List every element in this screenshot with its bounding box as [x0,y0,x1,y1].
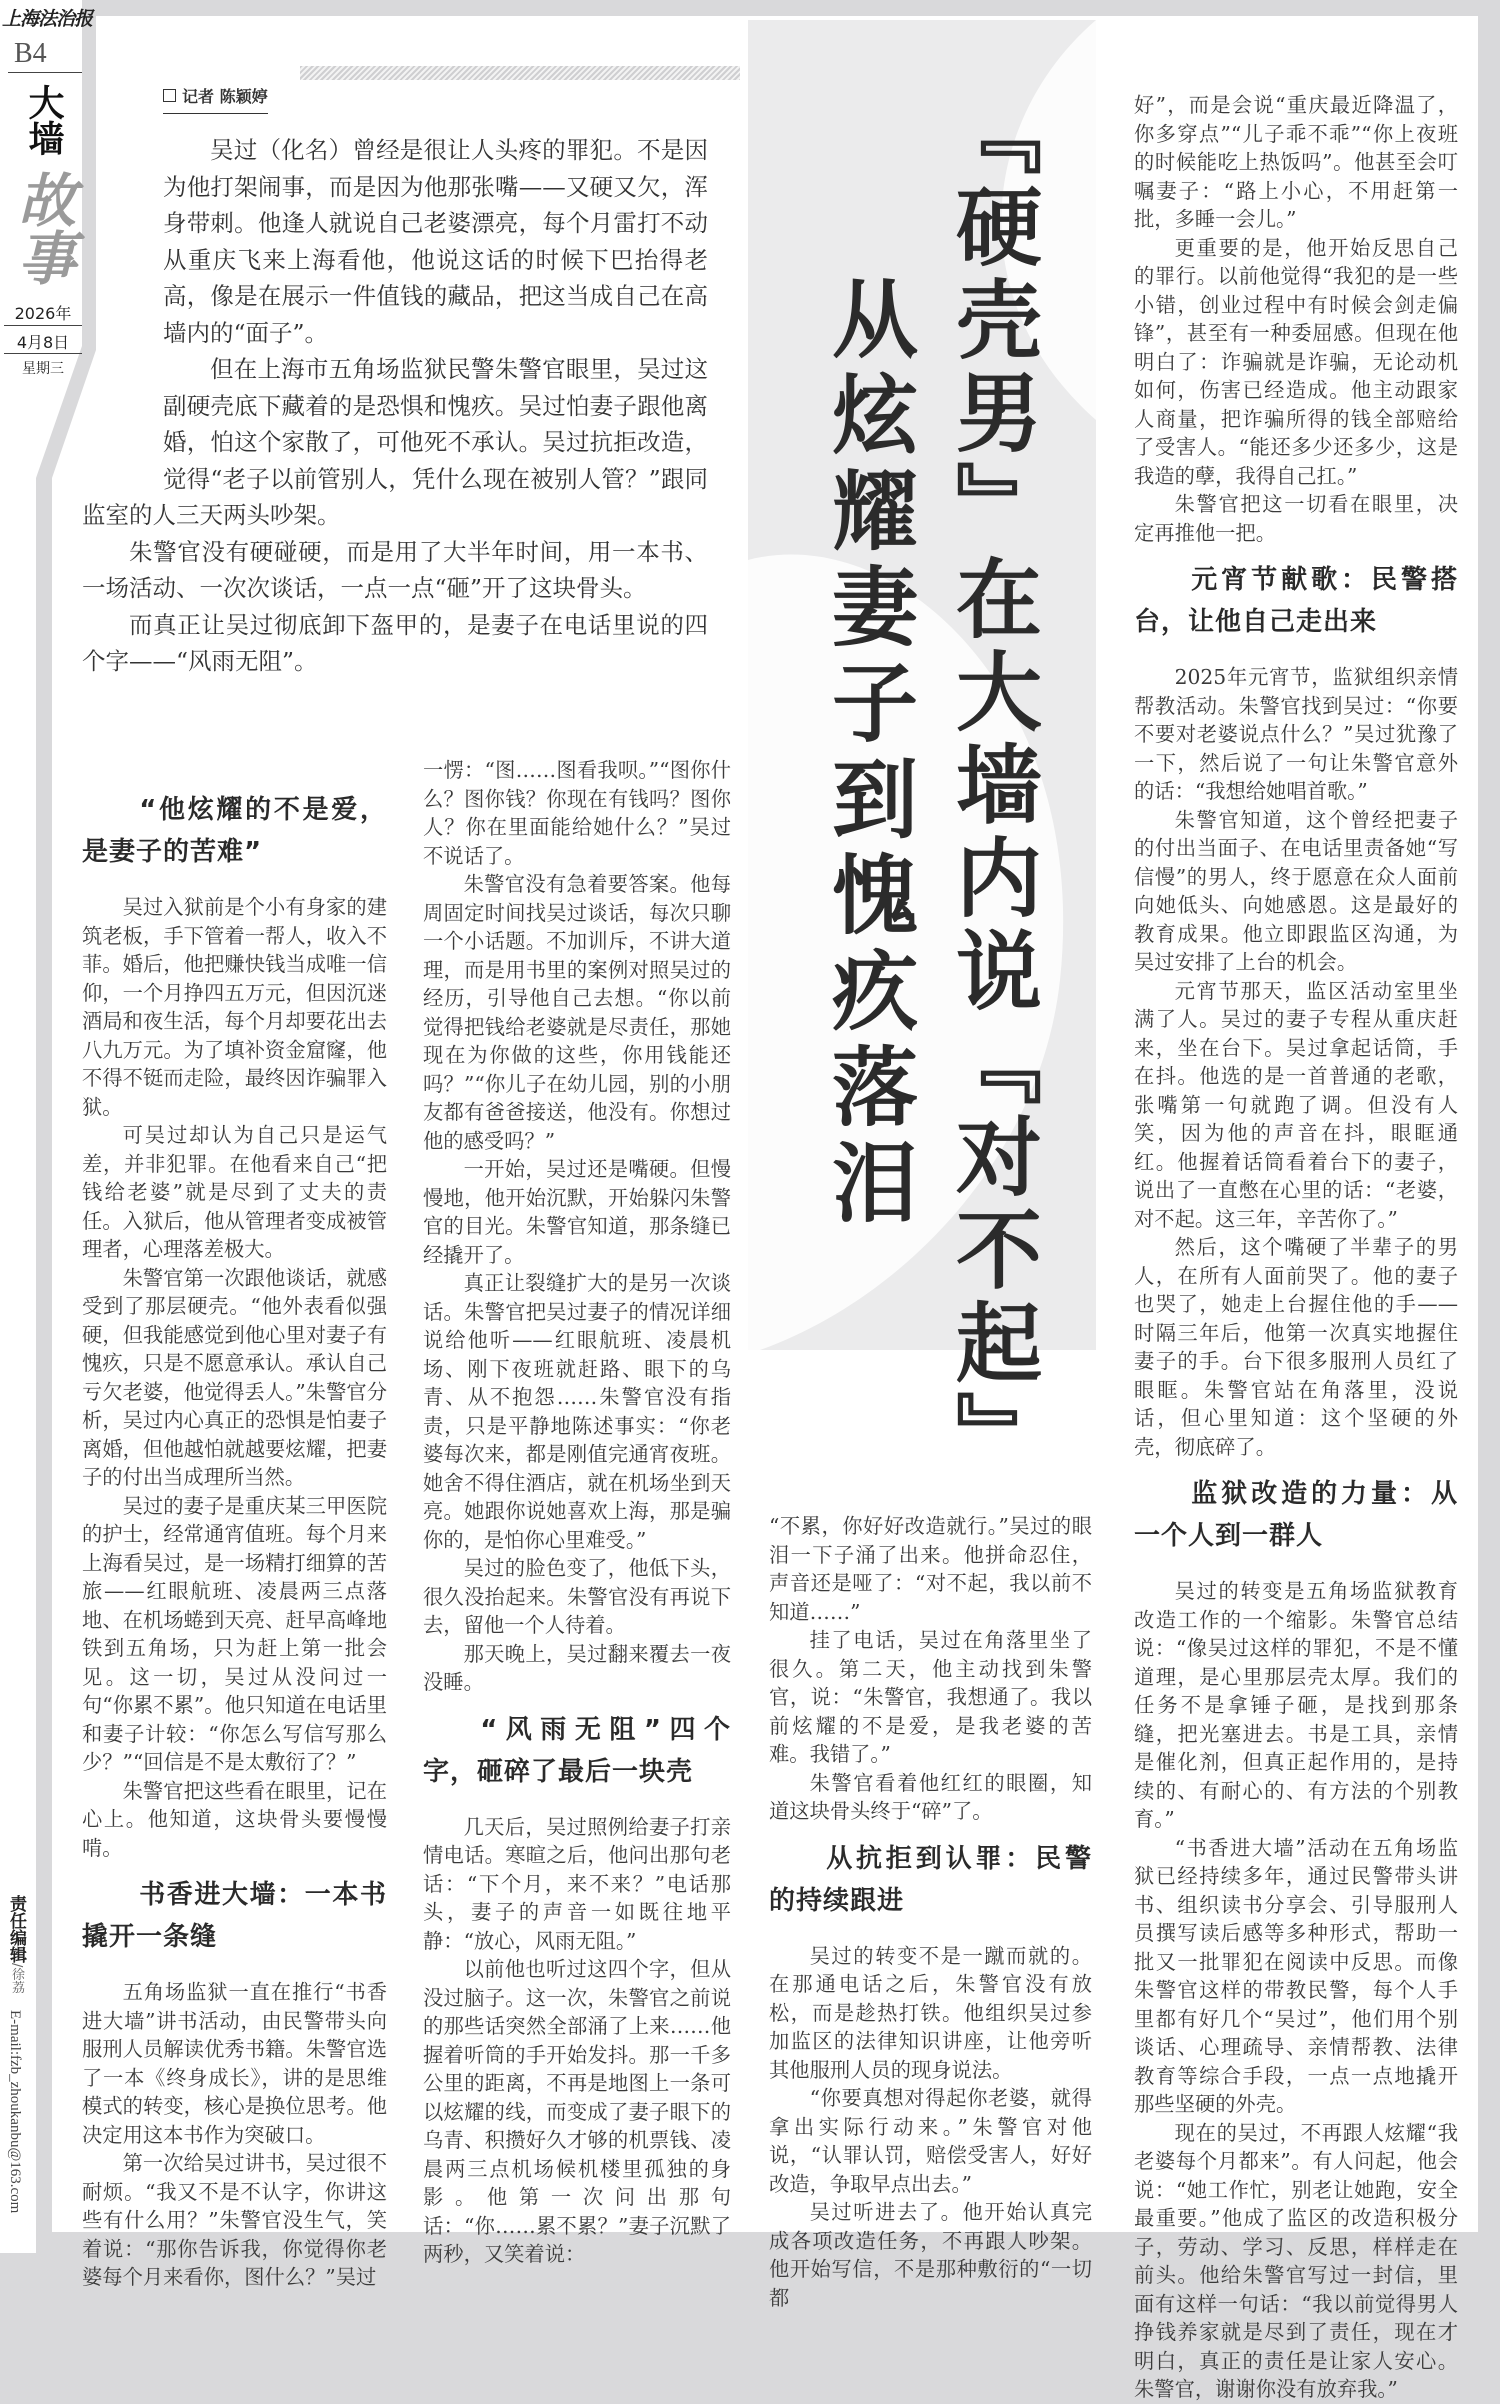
intro-paragraph: 但在上海市五角场监狱民警朱警官眼里，吴过这副硬壳底下藏着的是恐惧和愧疚。吴过怕妻子跟他离婚，怕这个家散了，可他死不承认。吴过抗拒改造，觉得“老子以前管别人，凭什么现在被别人管？”跟同监室的人三天两头吵架。 [82,355,708,529]
body-paragraph: 吴过的转变是五角场监狱教育改造工作的一个缩影。朱警官总结说：“像吴过这样的罪犯，不是不懂道理，是心里那层壳太厚。我们的任务不是拿锤子砸，是找到那条缝，把光塞进去。书是工具，亲情是催化剂，但真正起作用的，是持续的、有耐心的、有方法的个别教育。” [1134,1579,1458,1831]
body-paragraph: 吴过入狱前是个小有身家的建筑老板，手下管着一帮人，收入不菲。婚后，他把赚快钱当成唯一信仰，一个月挣四五万元，但因沉迷酒局和夜生活，每个月却要花出去八九万元。为了填补资金窟窿，他不得不铤而走险，最终因诈骗罪入狱。 [82,895,387,1119]
body-paragraph: 几天后，吴过照例给妻子打亲情电话。寒暄之后，他问出那句老话：“下个月，来不来？”电话那头，妻子的声音一如既往地平静：“放心，风雨无阻。” [423,1814,731,1953]
editor-label: 责任编辑 [6,1895,26,1963]
body-paragraph: 朱警官知道，这个曾经把妻子的付出当面子、在电话里责备她“写信慢”的男人，终于愿意在众人面前向她低头、向她感恩。这是最好的教育成果。他立即跟监区沟通，为吴过安排了上台的机会。 [1134,807,1458,974]
section-heading: 监狱改造的力量：从一个人到一群人 [1134,1479,1458,1551]
body-paragraph: 那天晚上，吴过翻来覆去一夜没睡。 [423,1641,731,1694]
issue-date: 4月8日 [16,333,70,352]
issue-year: 2026年 [14,304,72,323]
body-paragraph: 朱警官没有急着要答案。他每周固定时间找吴过谈话，每次只聊一个小话题。不加训斥，不讲大道理，而是用书里的案例对照吴过的经历，引导他自己去想。“你以前觉得把钱给老婆就是尽责任，那她现在为你做的这些，你用钱能还吗？”“你儿子在幼儿园，别的小朋友都有爸爸接送，他没有。你想过他的感受吗？” [423,872,731,1153]
body-paragraph: 然后，这个嘴硬了半辈子的男人，在所有人面前哭了。他的妻子也哭了，她走上台握住他的手——时隔三年后，他第一次真实地握住妻子的手。台下很多服刑人员红了眼眶。朱警官站在角落里，没说话，但心里知道：这个坚硬的外壳，彻底碎了。 [1134,1235,1458,1459]
article-intro [82,132,708,680]
section-subtitle: 故事 [8,170,76,286]
body-paragraph: “你要真想对得起你老婆，就得拿出实际行动来。”朱警官对他说，“认罪认罚，赔偿受害人，好好改造，争取早点出去。” [769,2086,1092,2196]
newspaper-logo: 上海法治报 [2,8,93,30]
body-paragraph: 一愣：“图……图看我呗。”“图你什么？图你钱？你现在有钱吗？图你人？你在里面能给她什么？”吴过不说话了。 [423,758,731,868]
body-paragraph: 更重要的是，他开始反思自己的罪行。以前他觉得“我犯的是一些小错，创业过程中有时候会剑走偏锋”，甚至有一种委屈感。但现在他明白了：诈骗就是诈骗，无论动机如何，伤害已经造成。他主动跟家人商量，把诈骗所得的钱全部赔给了受害人。“能还多少还多少，这是我造的孽，我得自己扛。” [1134,235,1458,488]
date-divider [4,325,82,326]
article-column-4 [1134,91,1458,2404]
intro-wrap-spacer [82,132,163,462]
section-heading: 书香进大墙：一本书撬开一条缝 [82,1880,387,1952]
editor-name: /徐荔 [9,1963,24,1994]
body-paragraph: 朱警官把这些看在眼里，记在心上。他知道，这块骨头要慢慢啃。 [82,1778,387,1860]
editor-credit [4,1895,29,1993]
section-heading: “风雨无阻”四个字，砸碎了最后一块壳 [423,1714,731,1787]
section-heading: “他炫耀的不是爱，是妻子的苦难” [82,795,387,867]
body-paragraph: 好”，而是会说“重庆最近降温了，你多穿点”“儿子乖不乖”“你上夜班的时候能吃上热饭吗”。他甚至会叮嘱妻子：“路上小心，不用赶第一批，多睡一会儿。” [1134,93,1458,231]
body-paragraph: 吴过的妻子是重庆某三甲医院的护士，经常通宵值班。每个月来上海看吴过，是一场精打细算的苦旅——红眼航班、凌晨两三点落地、在机场蜷到天亮、赶早高峰地铁到五角场，只为赶上第一批会见。这一切，吴过从没问过一句“你累不累”。他只知道在电话里和妻子计较：“你怎么写信写那么少？”“回信是不是太敷衍了？” [82,1493,387,1774]
intro-paragraph: 吴过（化名）曾经是很让人头疼的罪犯。不是因为他打架闹事，而是因为他那张嘴——又硬又欠，浑身带刺。他逢人就说自己老婆漂亮，每个月雷打不动从重庆飞来上海看他，他说这话的时候下巴抬得老高，像是在展示一件值钱的藏品，把这当成自己在高墙内的“面子”。 [163,136,708,347]
body-paragraph: 元宵节那天，监区活动室里坐满了人。吴过的妻子专程从重庆赶来，坐在台下。吴过拿起话筒，手在抖。他选的是一首普通的老歌，张嘴第一句就跑了调。但没有人笑，因为他的声音在抖，眼眶通红。他握着话筒看着台下的妻子，说出了一直憋在心里的话：“老婆，对不起。这三年，辛苦你了。” [1134,978,1458,1231]
byline-box-icon [163,89,176,102]
section-heading: 从抗拒到认罪：民警的持续跟进 [769,1843,1092,1916]
body-paragraph: 朱警官把这一切看在眼里，决定再推他一把。 [1134,492,1458,545]
body-paragraph: 第一次给吴过讲书，吴过很不耐烦。“我又不是不认字，你讲这些有什么用？”朱警官没生气，笑着说：“那你告诉我，你觉得你老婆每个月来看你，图什么？”吴过 [82,2151,387,2289]
body-paragraph: “书香进大墙”活动在五角场监狱已经持续多年，通过民警带头讲书、组织读书分享会、引导服刑人员撰写读后感等多种形式，帮助一批又一批罪犯在阅读中反思。而像朱警官这样的带教民警，每个人手里都有好几个“吴过”，他们用个别谈话、心理疏导、亲情帮教、法律教育等综合手段，一点一点地撬开那些坚硬的外壳。 [1134,1835,1458,2116]
intro-paragraph: 而真正让吴过彻底卸下盔甲的，是妻子在电话里说的四个字——“风雨无阻”。 [82,610,708,675]
body-paragraph: 朱警官第一次跟他谈话，就感受到了那层硬壳。“他外表看似强硬，但我能感觉到他心里对妻子有愧疚，只是不愿意承认。承认自己亏欠老婆，他觉得丢人。”朱警官分析，吴过内心真正的恐惧是怕妻子离婚，但他越怕就越要炫耀，把妻子的付出当成理所当然。 [82,1265,387,1489]
body-paragraph: 以前他也听过这四个字，但从没过脑子。这一次，朱警官之前说的那些话突然全部涌了上来……他握着听筒的手开始发抖。那一千多公里的距离，不再是地图上一条可以炫耀的线，而变成了妻子眼下的乌青、积攒好久才够的机票钱、凌晨两三点机场候机楼里孤独的身影。他第一次问出那句话：“你……累不累？”妻子沉默了两秒，又笑着说： [423,1957,731,2266]
headline-sub: 从炫耀妻子到愧疚落泪 [817,274,918,1234]
body-paragraph: “不累，你好好改造就行。”吴过的眼泪一下子涌了出来。他拼命忍住，声音还是哑了：“对不起，我以前不知道……” [769,1514,1092,1624]
byline-text: 记者 陈颖婷 [182,87,268,106]
masthead-divider [8,72,82,73]
body-paragraph: 现在的吴过，不再跟人炫耀“我老婆每个月都来”。有人问起，他会说：“她工作忙，别老让她跑，安全最重要。”他成了监区的改造积极分子，劳动、学习、反思，样样走在前头。他给朱警官写过一封信，里面有这样一句话：“我以前觉得男人挣钱养家就是尽到了责任，现在才明白，真正的责任是让家人安心。朱警官，谢谢你没有放弃我。” [1134,2120,1458,2401]
article-column-2 [423,756,731,2269]
section-title: 大墙 [23,84,65,156]
body-paragraph: 挂了电话，吴过在角落里坐了很久。第二天，他主动找到朱警官，说：“朱警官，我想通了。我以前炫耀的不是爱，是我老婆的苦难。我错了。” [769,1628,1092,1766]
body-paragraph: 吴过听进去了。他开始认真完成各项改造任务，不再跟人吵架。他开始写信，不是那种敷衍的“一切都 [769,2200,1092,2310]
body-paragraph: 吴过的转变不是一蹴而就的。在那通电话之后，朱警官没有放松，而是趁热打铁。他组织吴过参加监区的法律知识讲座，让他旁听其他服刑人员的现身说法。 [769,1943,1092,2082]
body-paragraph: 朱警官看着他红红的眼圈，知道这块骨头终于“碎”了。 [769,1770,1092,1823]
body-paragraph: 可吴过却认为自己只是运气差，并非犯罪。在他看来自己“把钱给老婆”就是尽到了丈夫的责任。入狱后，他从管理者变成被管理者，心理落差极大。 [82,1123,387,1261]
body-paragraph: 五角场监狱一直在推行“书香进大墙”讲书活动，由民警带头向服刑人员解读优秀书籍。朱警官选了一本《终身成长》，讲的是思维模式的转变，核心是换位思考。他决定用这本书作为突破口。 [82,1980,387,2147]
page-number: B4 [14,38,47,69]
section-heading: 元宵节献歌：民警搭台，让他自己走出来 [1134,565,1458,637]
body-paragraph: 吴过的脸色变了，他低下头，很久没抬起来。朱警官没有再说下去，留他一个人待着。 [423,1556,731,1637]
article-column-1 [82,777,387,2292]
article-column-3 [769,1512,1092,2312]
headline-main: 『硬壳男』在大墙内说『对不起』 [941,89,1042,1484]
date-divider [4,353,82,354]
intro-paragraph: 朱警官没有硬碰硬，而是用了大半年时间，用一本书、一场活动、一次次谈话，一点一点“砸”开了这块骨头。 [82,537,708,602]
body-paragraph: 真正让裂缝扩大的是另一次谈话。朱警官把吴过妻子的情况详细说给他听——红眼航班、凌晨机场、刚下夜班就赶路、眼下的乌青、从不抱怨……朱警官没有指责，只是平静地陈述事实：“你老婆每次来，都是刚值完通宵夜班。她舍不得住酒店，就在机场坐到天亮。她跟你说她喜欢上海，那是骗你的，是怕你心里难受。” [423,1271,731,1552]
body-paragraph: 2025年元宵节，监狱组织亲情帮教活动。朱警官找到吴过：“你要不要对老婆说点什么？”吴过犹豫了一下，然后说了一句让朱警官意外的话：“我想给她唱首歌。” [1134,665,1458,803]
issue-weekday: 星期三 [22,361,64,377]
byline [163,84,268,114]
decorative-hatch-bar [300,66,740,80]
editor-email: E-mail:fzb_zhoukanbu@163.com [7,2010,23,2214]
body-paragraph: 一开始，吴过还是嘴硬。但慢慢地，他开始沉默，开始躲闪朱警官的目光。朱警官知道，那条缝已经撬开了。 [423,1157,731,1267]
